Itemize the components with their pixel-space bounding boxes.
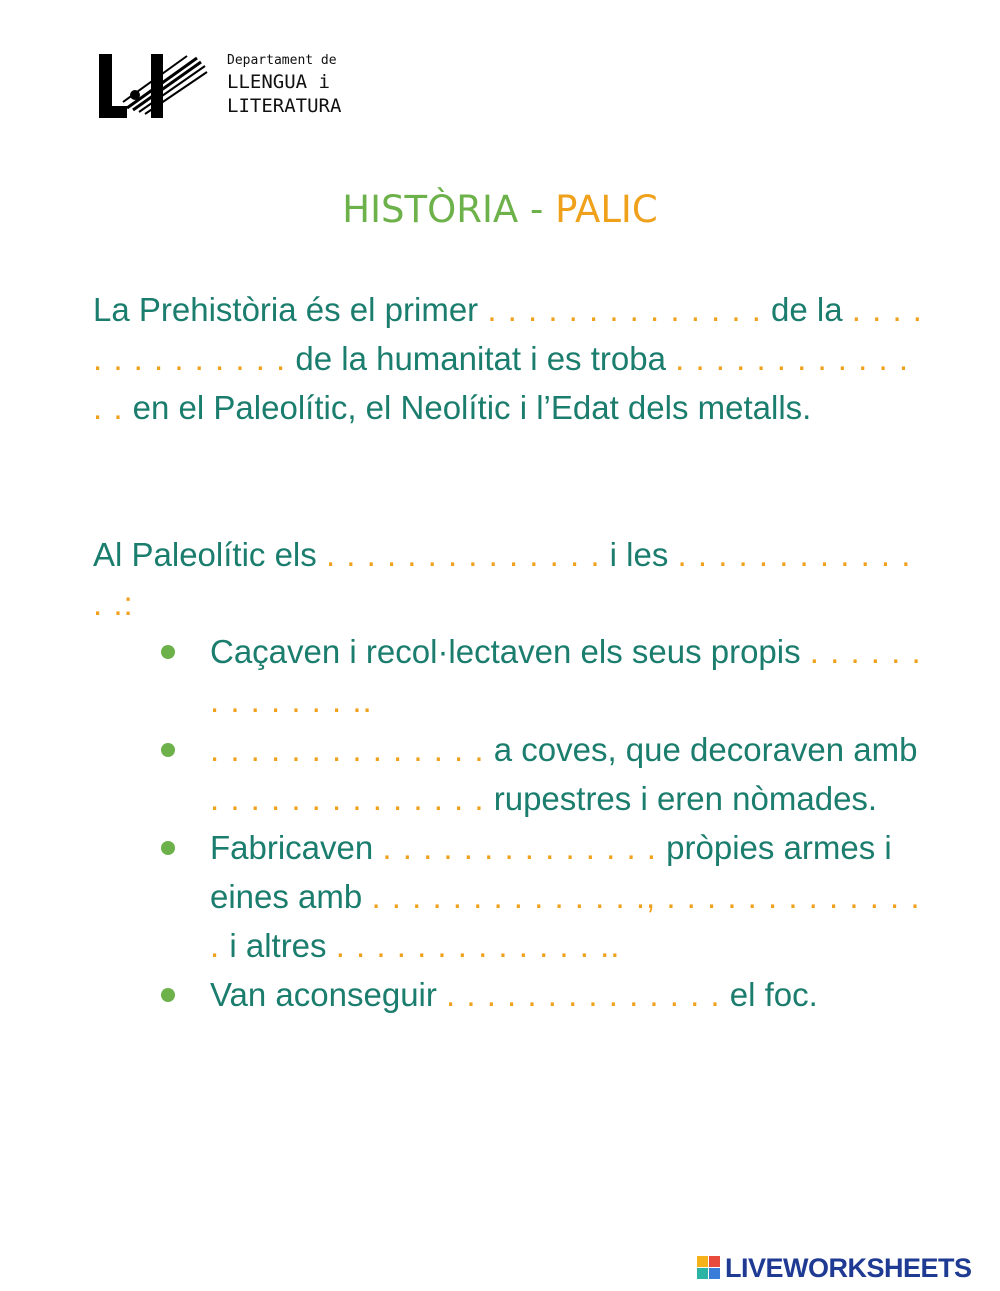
text-segment: i les (600, 536, 678, 573)
text-segment: Caçaven i recol·lectaven els seus propis (210, 633, 810, 670)
blank-field[interactable]: . . . . . . . . . . . . . . (93, 340, 909, 426)
blank-field[interactable]: . . . . . . . . . . . . . . (446, 976, 721, 1013)
blank-field[interactable]: . . . . . . . . . . . . . . (210, 731, 485, 768)
bullet-icon (161, 988, 175, 1002)
title-separator: - (518, 188, 556, 231)
text-segment: de la humanitat i es troba (286, 340, 676, 377)
list-item (93, 970, 923, 1019)
blank-field[interactable]: . . . . . . . . . . . . . ., . . . . . . . . . . . . . . (210, 878, 921, 964)
text-segment: en el (123, 389, 214, 426)
blank-field[interactable]: . . . . . . . . . . . . . .. (210, 633, 922, 719)
text-segment: de la (761, 291, 852, 328)
title-part2: PALIC (555, 188, 658, 231)
list-item (93, 725, 923, 823)
worksheet-title (0, 186, 1000, 234)
department-logo (97, 48, 367, 128)
title-part1: HISTÒRIA (342, 188, 519, 231)
bullet-icon (161, 841, 175, 855)
text-segment: Al Paleolític els (93, 536, 326, 573)
paragraph-paleolitic (93, 530, 923, 628)
department-logo-mark (97, 48, 217, 126)
blank-field[interactable]: . . . . . . . . . . . . . . (93, 291, 923, 377)
blank-field[interactable]: . . . . . . . . . . . . . . (210, 780, 485, 817)
text-keyword: Prehistòria (138, 291, 297, 328)
liveworksheets-brand (697, 1252, 997, 1284)
logo-line-department: Departament de (227, 53, 337, 68)
logo-line-llengua: LLENGUA i (227, 71, 330, 93)
paleolitic-list (93, 627, 923, 1019)
blank-field[interactable]: . . . . . . . . . . . . . . (325, 536, 601, 573)
bullet-icon (161, 645, 175, 659)
bullet-icon (161, 743, 175, 757)
text-segment: a coves, que decoraven amb (484, 731, 918, 768)
text-segment: Fabricaven (210, 829, 383, 866)
blank-field[interactable]: . . . . . . . . . . . . . .: (93, 536, 912, 622)
paragraph-prehistoria (93, 285, 923, 432)
text-segment: i altres (220, 927, 336, 964)
blank-field[interactable]: . . . . . . . . . . . . . .. (335, 927, 621, 964)
liveworksheets-wordmark: LIVEWORKSHEETS (725, 1253, 972, 1283)
list-item (93, 823, 923, 970)
text-segment: el foc. (720, 976, 818, 1013)
blank-field[interactable]: . . . . . . . . . . . . . . (487, 291, 762, 328)
blank-field[interactable]: . . . . . . . . . . . . . . (382, 829, 657, 866)
text-segment: Van aconseguir (210, 976, 447, 1013)
text-segment: La (93, 291, 139, 328)
text-segment: és el primer (296, 291, 488, 328)
text-segment: pròpies armes i eines amb (210, 829, 892, 915)
text-segment: rupestres i eren nòmades. (484, 780, 878, 817)
list-item (93, 627, 923, 725)
department-logo-text (227, 52, 341, 118)
text-keyword: Paleolític, el Neolític i l’Edat dels metalls. (213, 389, 812, 426)
logo-line-literatura: LITERATURA (227, 95, 342, 117)
liveworksheets-logo-icon (697, 1256, 721, 1280)
